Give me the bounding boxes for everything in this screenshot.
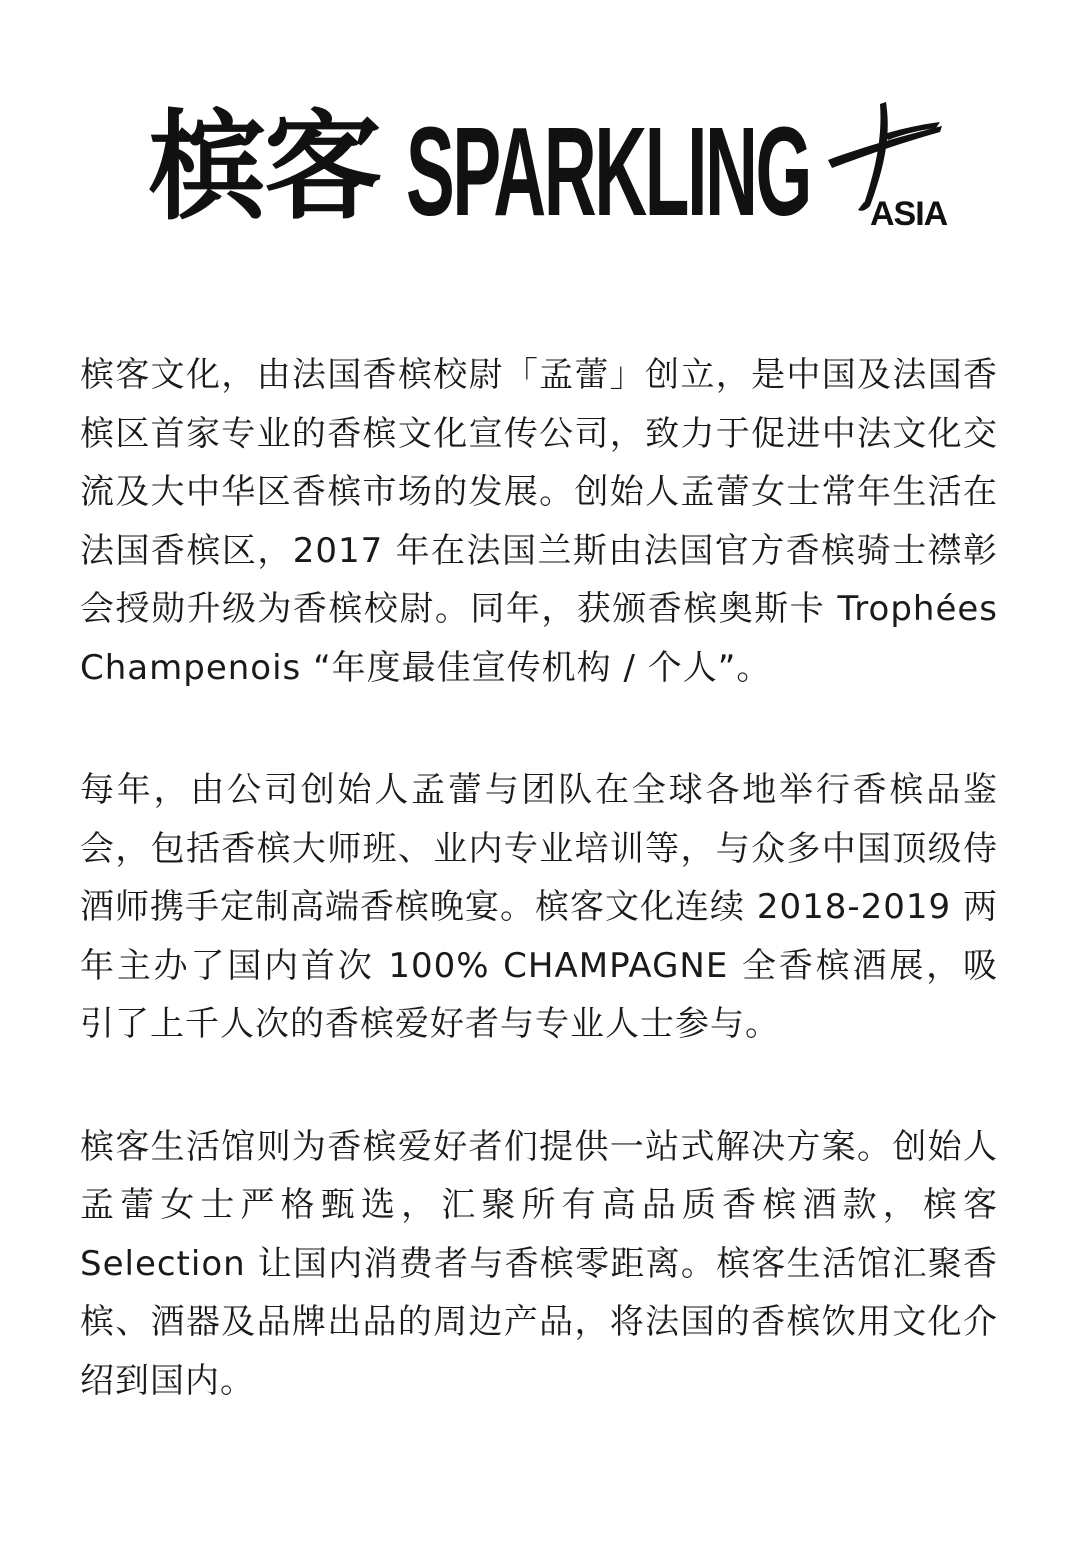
brand-logo [148,98,948,248]
paragraph-events: 每年，由公司创始人孟蕾与团队在全球各地举行香槟品鉴会，包括香槟大师班、业内专业培训等，与众多中国顶级侍酒师携手定制高端香槟晚宴。槟客文化连续 2018-2019 两年主办了国内首次 100% CHAMPAGNE 全香槟酒展，吸引了上千人次的香槟爱好者与专业人士参与。 [80,770,998,1044]
logo-english-text: SPARKLING [406,101,811,242]
logo-sub-text: ASIA [870,195,948,233]
logo-chinese-text: 槟客 [148,98,381,236]
article-body [80,346,998,1474]
paragraph-intro: 槟客文化，由法国香槟校尉「孟蕾」创立，是中国及法国香槟区首家专业的香槟文化宣传公司，致力于促进中法文化交流及大中华区香槟市场的发展。创始人孟蕾女士常年生活在法国香槟区，2017 年在法国兰斯由法国官方香槟骑士襟彰会授勋升级为香槟校尉。同年，获颁香槟奥斯卡 Trophées Champenois “年度最佳宣传机构 / 个人”。 [80,355,998,688]
paragraph-selection: 槟客生活馆则为香槟爱好者们提供一站式解决方案。创始人孟蕾女士严格甄选，汇聚所有高品质香槟酒款，槟客 Selection 让国内消费者与香槟零距离。槟客生活馆汇聚香槟、酒器及品牌出品的周边产品，将法国的香槟饮用文化介绍到国内。 [80,1126,998,1401]
